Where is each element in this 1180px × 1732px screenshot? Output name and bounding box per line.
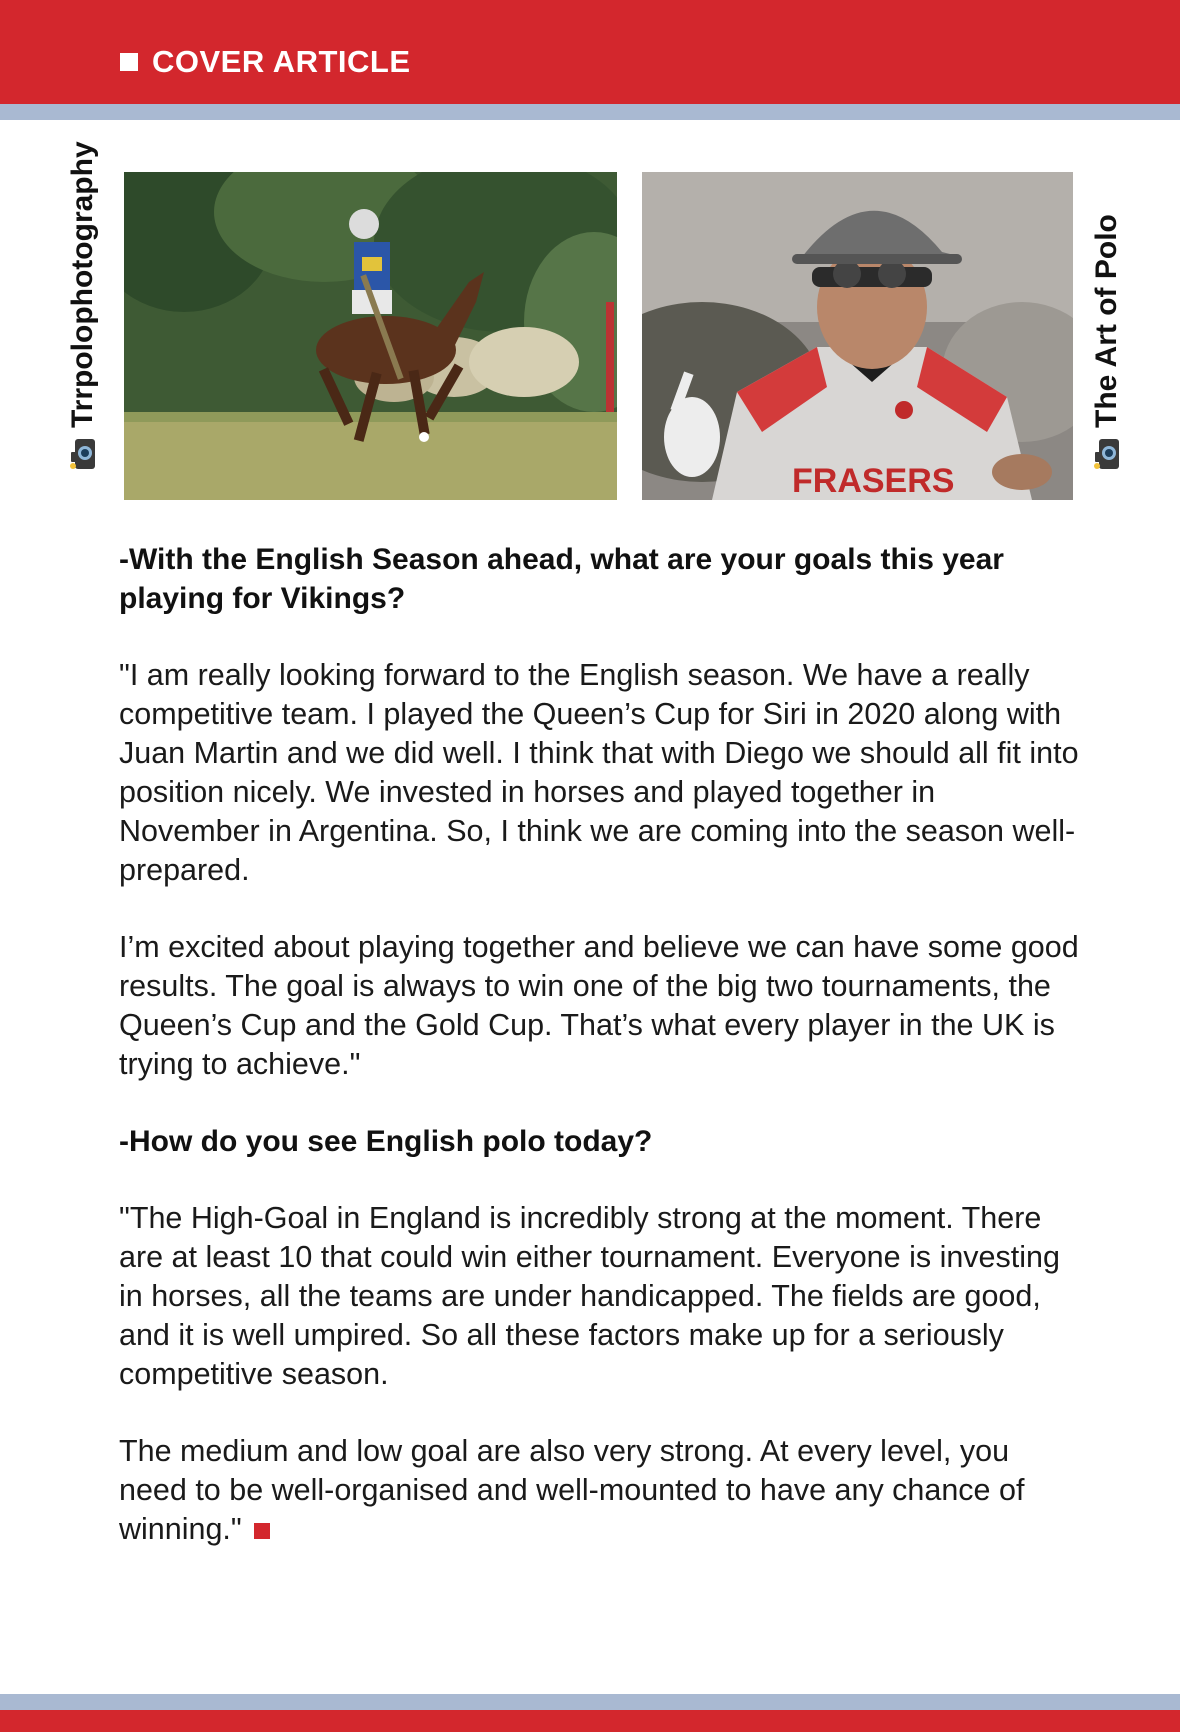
photo-credit-left: [58, 141, 108, 504]
interview-question-1: -With the English Season ahead, what are your goals this year playing for Vikings?: [119, 543, 1004, 615]
answer-2-paragraph-2-text: The medium and low goal are also very strong. At every level, you need to be well-organised and well-mounted to have any chance of winning.": [119, 1434, 1025, 1546]
section-label-text: COVER ARTICLE: [152, 44, 411, 79]
article-body: [119, 540, 1079, 1587]
player-portrait-photo: [642, 172, 1073, 500]
photo-credit-right-text: The Art of Polo: [1090, 214, 1123, 428]
answer-1-paragraph-2: I’m excited about playing together and believe we can have some good results. The goal is always to win one of the big two tournaments, the Queen’s Cup and the Gold Cup. That’s what every player in the UK is trying to achieve.": [119, 930, 1079, 1081]
photo-credit-left-text: Trrpolophotography: [66, 141, 99, 428]
answer-2-paragraph-1: "The High-Goal in England is incredibly strong at the moment. There are at least 10 that could win either tournament. Everyone is investing in horses, all the teams are under handicapped. The fields are good, and it is well umpired. So all these factors make up for a seriously competitive season.: [119, 1201, 1060, 1391]
camera-icon: [1094, 438, 1120, 470]
section-label: [120, 44, 411, 80]
polo-player-on-horse-photo: [124, 172, 617, 500]
footer-band: [0, 1710, 1180, 1732]
square-bullet-icon: [120, 53, 138, 71]
footer-stripe: [0, 1694, 1180, 1710]
polo-action-photo: [124, 172, 617, 500]
end-of-article-mark: [254, 1523, 270, 1539]
photo-credit-right: [1082, 164, 1132, 504]
camera-icon: [70, 438, 96, 470]
answer-2-paragraph-2: [119, 1432, 1079, 1549]
header-stripe: [0, 104, 1180, 120]
answer-1-paragraph-1: "I am really looking forward to the English season. We have a really competitive team. I played the Queen’s Cup for Siri in 2020 along with Juan Martin and we did well. I think that with Diego we should all fit into position nicely. We invested in horses and played together in November in Argentina. So, I think we are coming into the season well-prepared.: [119, 658, 1079, 887]
svg-text:FRASERS: FRASERS: [792, 462, 955, 500]
interview-question-2: -How do you see English polo today?: [119, 1125, 653, 1158]
polo-player-portrait-photo: [642, 172, 1073, 500]
